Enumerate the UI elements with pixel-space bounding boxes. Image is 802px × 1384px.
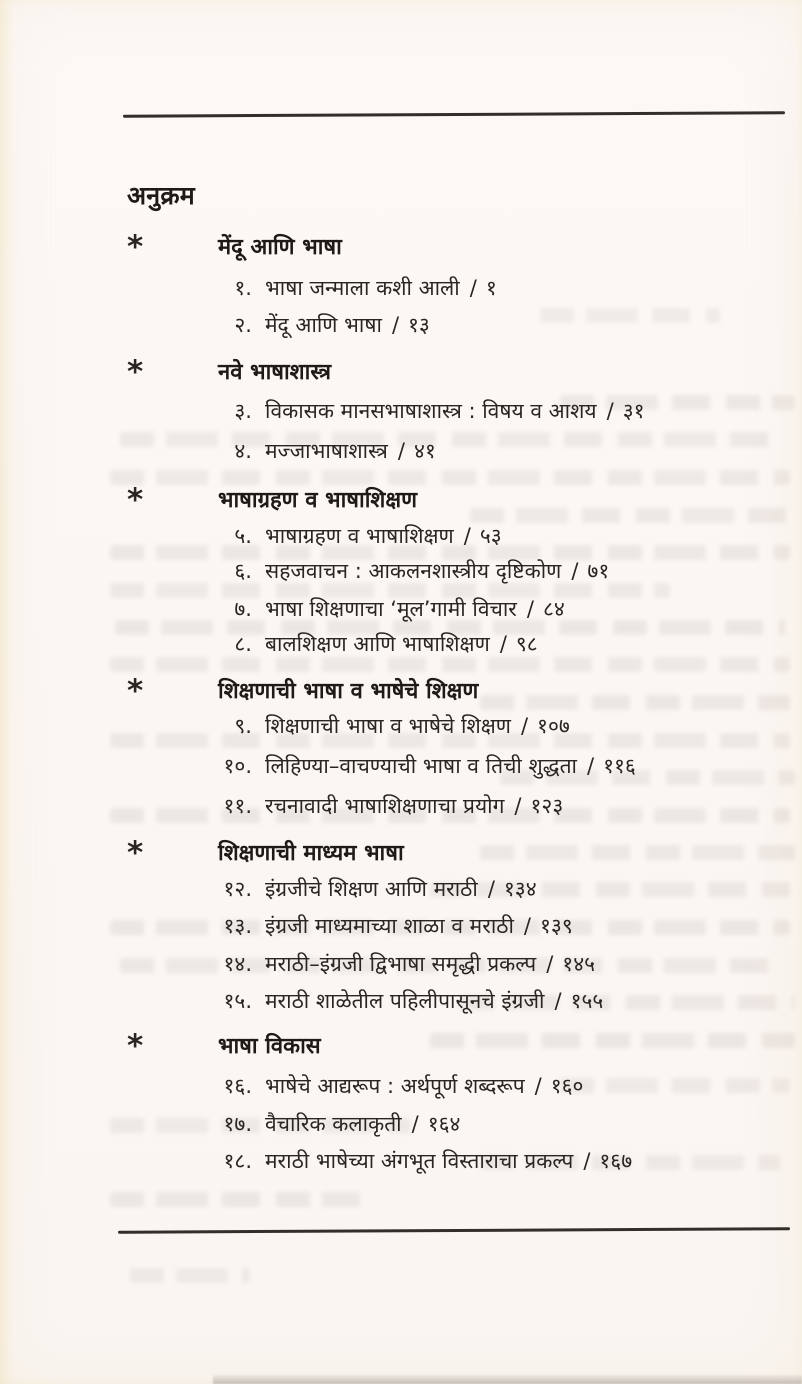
item-title: इंग्रजी माध्यमाच्या शाळा व मराठी — [265, 914, 514, 938]
item-page-number: ३१ — [622, 399, 645, 423]
item-number: ५. — [234, 524, 252, 548]
section-heading — [0, 673, 802, 709]
section-bullet-icon: * — [127, 482, 144, 518]
item-number: १२. — [223, 877, 252, 901]
toc-item — [186, 711, 792, 743]
item-title: मराठी शाळेतील पहिलीपासूनचे इंग्रजी — [265, 989, 545, 1013]
toc-item — [186, 436, 792, 468]
item-title: भाषाग्रहण व भाषाशिक्षण — [265, 524, 454, 548]
item-page-number: १५५ — [570, 989, 604, 1013]
item-number: ४. — [234, 439, 252, 463]
item-separator: / — [571, 559, 579, 583]
item-separator: / — [520, 714, 529, 738]
section-heading — [0, 354, 802, 390]
top-rule — [123, 111, 785, 117]
item-title: सहजवाचन : आकलनशास्त्रीय दृष्टिकोण — [265, 559, 562, 583]
section-heading-label: भाषाग्रहण व भाषाशिक्षण — [218, 488, 418, 513]
item-number: १६. — [223, 1074, 252, 1098]
item-number: १४. — [223, 952, 252, 976]
section-bullet-icon: * — [127, 354, 144, 390]
item-title: शिक्षणाची भाषा व भाषेचे शिक्षण — [265, 714, 511, 738]
item-separator: / — [526, 597, 534, 621]
item-page-number: ९८ — [515, 632, 538, 656]
section-heading — [0, 1028, 802, 1064]
item-separator: / — [606, 399, 614, 423]
item-page-number: १६७ — [599, 1149, 633, 1173]
item-title: रचनावादी भाषाशिक्षणाचा प्रयोग — [265, 794, 505, 818]
item-title: भाषा जन्माला कशी आली — [265, 276, 460, 300]
toc-item — [186, 791, 792, 823]
item-title: भाषेचे आद्यरूप : अर्थपूर्ण शब्दरूप — [265, 1074, 525, 1098]
toc-item — [186, 629, 792, 661]
item-number: १. — [234, 276, 252, 300]
item-separator: / — [499, 632, 507, 656]
item-title: विकासक मानसभाषाशास्त्र : विषय व आशय — [265, 399, 597, 423]
item-title: मराठी–इंग्रजी द्विभाषा समृद्धी प्रकल्प — [265, 952, 537, 976]
item-number: २. — [234, 313, 252, 337]
item-title: मराठी भाषेच्या अंगभूत विस्ताराचा प्रकल्प — [265, 1149, 574, 1173]
item-separator: / — [469, 276, 477, 300]
section-heading — [0, 229, 802, 265]
toc-item — [186, 396, 792, 428]
section-bullet-icon: * — [127, 1028, 144, 1064]
item-title: बालशिक्षण आणि भाषाशिक्षण — [265, 632, 490, 656]
item-page-number: ७१ — [587, 559, 610, 583]
item-separator: / — [487, 877, 495, 901]
item-title: वैचारिक कलाकृती — [265, 1112, 402, 1136]
item-number: ७. — [234, 597, 252, 621]
item-page-number: १३४ — [503, 877, 537, 901]
item-number: १३. — [223, 914, 252, 938]
section-heading-label: भाषा विकास — [218, 1034, 321, 1059]
toc-item — [186, 556, 792, 588]
item-page-number: १ — [485, 276, 497, 300]
item-separator: / — [546, 952, 554, 976]
toc-item — [186, 986, 792, 1018]
toc-item — [186, 310, 792, 342]
item-separator: / — [583, 1149, 591, 1173]
item-title: भाषा शिक्षणाचा ‘मूल’गामी विचार — [265, 597, 517, 621]
item-number: ६. — [234, 559, 252, 583]
item-page-number: ८४ — [542, 597, 565, 621]
item-number: ११. — [223, 794, 252, 818]
item-page-number: ४१ — [413, 439, 436, 463]
bottom-rule — [118, 1227, 790, 1234]
page-title: अनुक्रम — [127, 181, 195, 210]
section-heading-label: शिक्षणाची माध्यम भाषा — [218, 841, 404, 866]
item-page-number: ११६ — [603, 754, 636, 778]
bleed-through-artifact — [110, 1192, 360, 1207]
section-heading — [0, 482, 802, 518]
item-number: ८. — [234, 632, 252, 656]
item-number: १०. — [223, 754, 252, 778]
toc-item — [186, 1146, 792, 1178]
item-title: मज्जाभाषाशास्त्र — [265, 439, 388, 463]
toc-item — [186, 273, 792, 305]
toc-item — [186, 874, 792, 906]
item-page-number: १३ — [408, 313, 430, 337]
toc-item — [186, 594, 792, 626]
item-separator: / — [391, 313, 400, 337]
item-separator: / — [554, 989, 562, 1013]
item-page-number: १६४ — [427, 1112, 461, 1136]
toc-item — [186, 751, 792, 783]
item-number: ३. — [234, 399, 252, 423]
item-number: १५. — [223, 989, 252, 1013]
item-number: १८. — [223, 1149, 252, 1173]
section-bullet-icon: * — [127, 673, 144, 709]
item-page-number: १०७ — [537, 714, 570, 738]
item-page-number: १३९ — [539, 914, 573, 938]
item-page-number: १६० — [550, 1074, 584, 1098]
scan-bottom-edge-band — [213, 1375, 802, 1384]
item-separator: / — [411, 1112, 419, 1136]
bleed-through-artifact — [110, 470, 790, 485]
toc-item — [186, 949, 792, 981]
item-separator: / — [534, 1074, 542, 1098]
item-separator: / — [397, 439, 405, 463]
item-title: मेंदू आणि भाषा — [265, 313, 382, 337]
item-title: इंग्रजीचे शिक्षण आणि मराठी — [265, 877, 478, 901]
item-page-number: ५३ — [479, 524, 502, 548]
item-title: लिहिण्या–वाचण्याची भाषा व तिची शुद्धता — [265, 754, 577, 778]
item-page-number: १४५ — [562, 952, 596, 976]
toc-item — [186, 1071, 792, 1103]
toc-item — [186, 521, 792, 553]
item-number: १७. — [223, 1112, 252, 1136]
item-separator: / — [523, 914, 531, 938]
item-page-number: १२३ — [530, 794, 564, 818]
toc-item — [186, 911, 792, 943]
section-heading-label: मेंदू आणि भाषा — [218, 235, 342, 260]
section-bullet-icon: * — [127, 229, 144, 265]
item-separator: / — [587, 754, 595, 778]
section-heading — [0, 835, 802, 871]
section-heading-label: नवे भाषाशास्त्र — [218, 360, 332, 385]
toc-item — [186, 1109, 792, 1141]
item-separator: / — [463, 524, 471, 548]
section-heading-label: शिक्षणाची भाषा व भाषेचे शिक्षण — [218, 679, 479, 704]
bleed-through-artifact — [130, 1268, 250, 1283]
section-bullet-icon: * — [127, 835, 144, 871]
item-separator: / — [514, 794, 522, 818]
item-number: ९. — [234, 714, 252, 738]
